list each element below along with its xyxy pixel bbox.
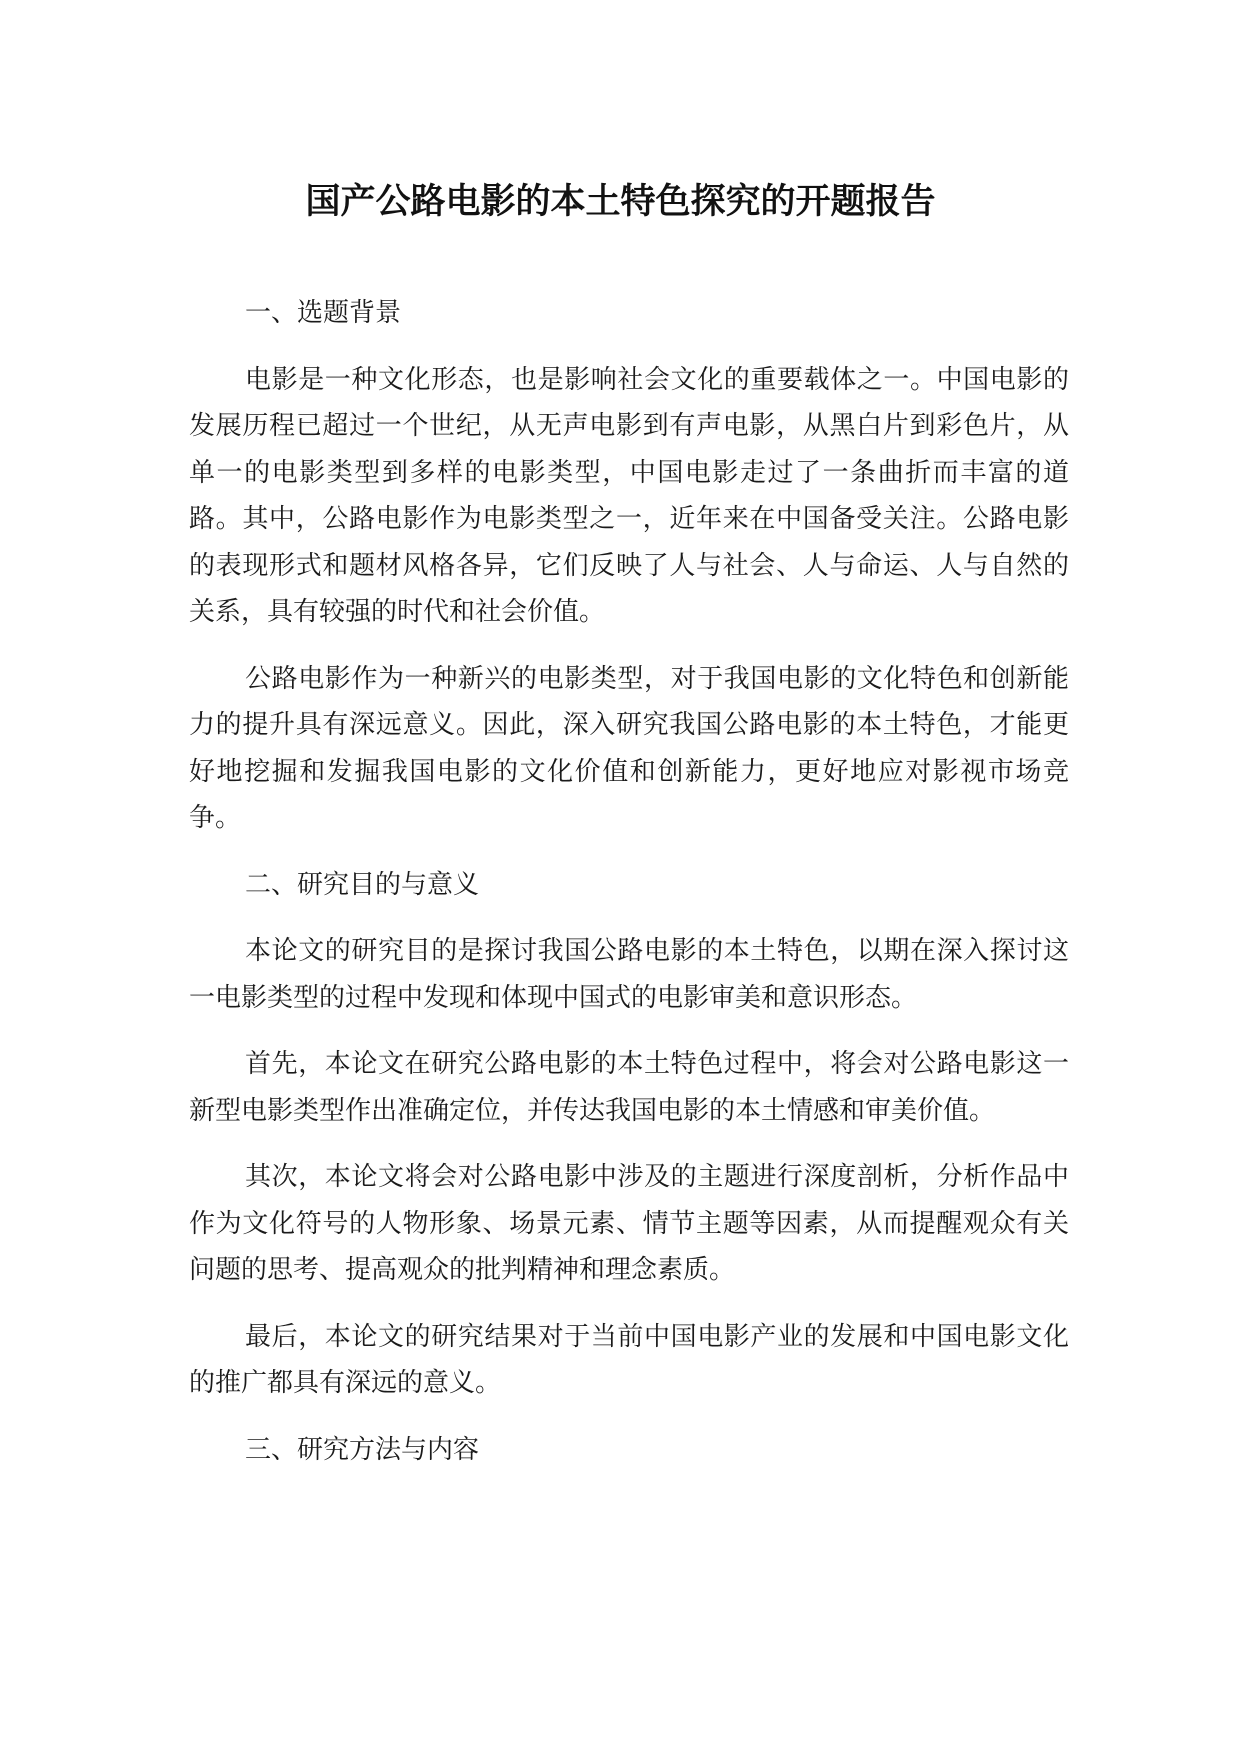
section-heading: 二、研究目的与意义	[245, 869, 480, 900]
paragraph: 电影是一种文化形态，也是影响社会文化的重要载体之一。中国电影的发展历程已超过一个世纪，从无声电影到有声电影，从黑白片到彩色片，从单一的电影类型到多样的电影类型，中国电影走过了一条曲折而丰富的道路。其中，公路电影作为电影类型之一，近年来在中国备受关注。公路电影的表现形式和题材风格各异，它们反映了人与社会、人与命运、人与自然的关系，具有较强的时代和社会价值。	[189, 364, 1069, 627]
paragraph: 最后，本论文的研究结果对于当前中国电影产业的发展和中国电影文化的推广都具有深远的意义。	[189, 1321, 1069, 1398]
paragraph: 本论文的研究目的是探讨我国公路电影的本土特色，以期在深入探讨这一电影类型的过程中发现和体现中国式的电影审美和意识形态。	[189, 936, 1069, 1013]
paragraph: 首先，本论文在研究公路电影的本土特色过程中，将会对公路电影这一新型电影类型作出准确定位，并传达我国电影的本土情感和审美价值。	[189, 1049, 1069, 1126]
document-title: 国产公路电影的本土特色探究的开题报告	[305, 182, 936, 222]
paragraph: 公路电影作为一种新兴的电影类型，对于我国电影的文化特色和创新能力的提升具有深远意义。因此，深入研究我国公路电影的本土特色，才能更好地挖掘和发掘我国电影的文化价值和创新能力，更好地应对影视市场竞争。	[189, 663, 1069, 833]
section-heading: 一、选题背景	[245, 298, 402, 328]
document-body	[189, 290, 1069, 1473]
paragraph: 其次，本论文将会对公路电影中涉及的主题进行深度剖析，分析作品中作为文化符号的人物形象、场景元素、情节主题等因素，从而提醒观众有关问题的思考、提高观众的批判精神和理念素质。	[189, 1162, 1069, 1285]
section-heading: 三、研究方法与内容	[245, 1434, 480, 1465]
